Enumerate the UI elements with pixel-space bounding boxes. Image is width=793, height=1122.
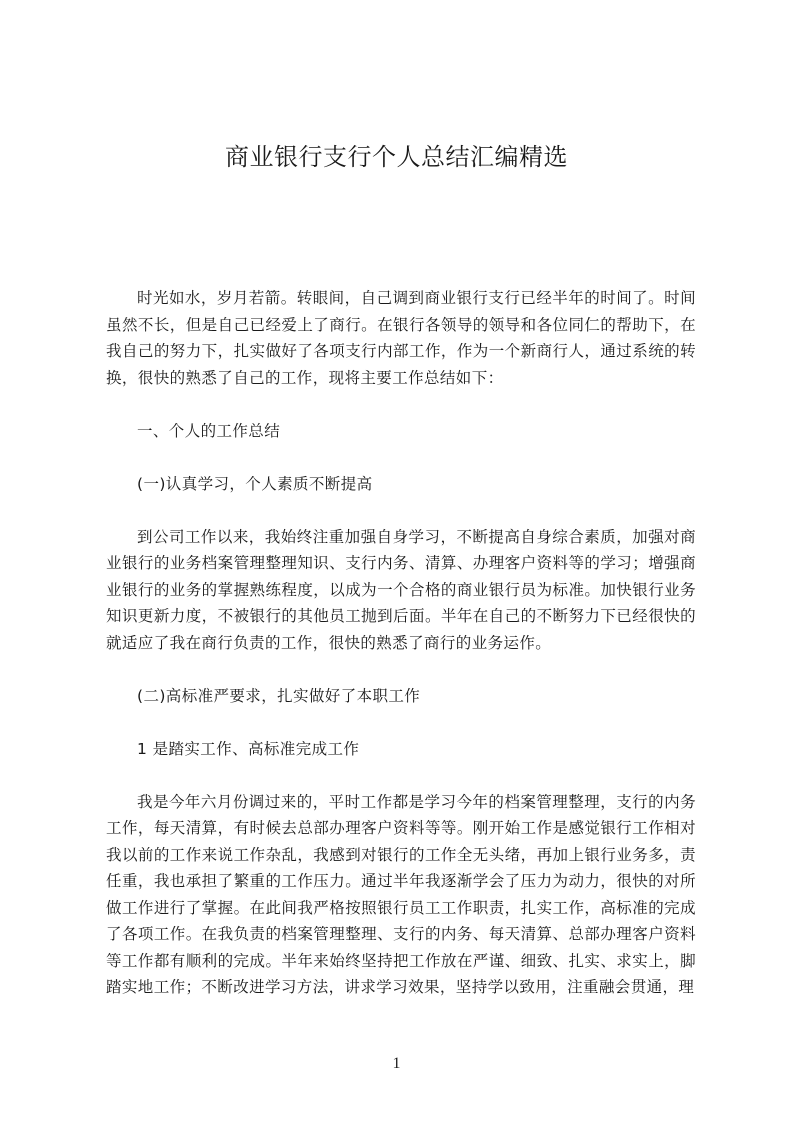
spacer xyxy=(106,709,696,736)
subsection-heading: (一)认真学习，个人素质不断提高 xyxy=(137,474,373,493)
intro-paragraph: 时光如水，岁月若箭。转眼间，自己调到商业银行支行已经半年的时间了。时间虽然不长，但是自己已经爱上了商行。在银行各领导的领导和各位同仁的帮助下，在我自己的努力下，扎实做好了各项支行内部工作，作为一个新商行人，通过系统的转换，很快的熟悉了自己的工作，现将主要工作总结如下： xyxy=(106,289,696,387)
document-body xyxy=(106,285,696,1001)
spacer xyxy=(106,391,696,418)
spacer xyxy=(106,656,696,683)
page-number: 1 xyxy=(392,1055,401,1072)
spacer xyxy=(106,444,696,471)
spacer xyxy=(106,762,696,789)
work-paragraph: 我是今年六月份调过来的，平时工作都是学习今年的档案管理整理，支行的内务工作，每天清算，有时候去总部办理客户资料等等。刚开始工作是感觉银行工作相对我以前的工作来说工作杂乱，我感到对银行的工作全无头绪，再加上银行业务多，责任重，我也承担了繁重的工作压力。通过半年我逐渐学会了压力为动力，很快的对所做工作进行了掌握。在此间我严格按照银行员工工作职责，扎实工作，高标准的完成了各项工作。在我负责的档案管理整理、支行的内务、每天清算、总部办理客户资料等工作都有顺利的完成。半年来始终坚持把工作放在严谨、细致、扎实、求实上，脚踏实地工作；不断改进学习方法，讲求学习效果，坚持学以致用，注重融会贯通，理 xyxy=(106,792,696,996)
study-paragraph: 到公司工作以来，我始终注重加强自身学习，不断提高自身综合素质，加强对商业银行的业务档案管理整理知识、支行内务、清算、办理客户资料等的学习；增强商业银行的业务的掌握熟练程度，以成为一个合格的商业银行员为标准。加快银行业务知识更新力度，不被银行的其他员工抛到后面。半年在自己的不断努力下已经很快的就适应了我在商行负责的工作，很快的熟悉了商行的业务运作。 xyxy=(106,527,696,652)
document-title: 商业银行支行个人总结汇编精选 xyxy=(225,143,568,171)
spacer xyxy=(106,497,696,524)
section-heading: 一、个人的工作总结 xyxy=(137,421,281,440)
item-heading: 1 是踏实工作、高标准完成工作 xyxy=(137,739,360,758)
subsection-heading: (二)高标准严要求，扎实做好了本职工作 xyxy=(137,686,421,705)
